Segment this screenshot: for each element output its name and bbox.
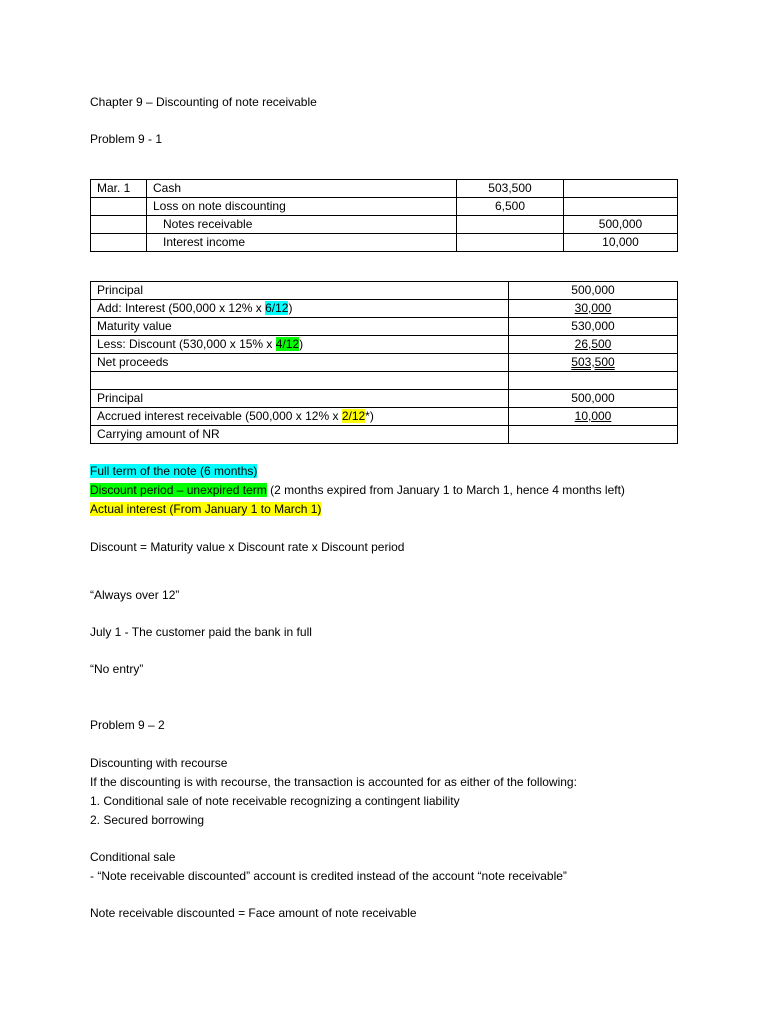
entry-date xyxy=(91,198,147,216)
interest-value: 30,000 xyxy=(574,301,612,315)
carrying-value xyxy=(509,426,678,444)
entry-credit: 10,000 xyxy=(564,234,678,252)
entry-debit: 503,500 xyxy=(457,180,564,198)
table-row xyxy=(91,282,678,300)
note-actual-interest-line xyxy=(90,501,321,517)
recourse-title: Discounting with recourse xyxy=(90,756,228,770)
net-label: Net proceeds xyxy=(91,354,509,372)
discount-formula-post: ) xyxy=(299,337,304,351)
interest-label: Add: Interest xyxy=(97,301,166,315)
entry-date xyxy=(91,234,147,252)
table-row xyxy=(91,318,678,336)
chapter-heading: Chapter 9 – Discounting of note receivable xyxy=(90,95,317,109)
interest-formula-post: ) xyxy=(288,301,293,315)
principal-value: 500,000 xyxy=(509,282,678,300)
table-row xyxy=(91,198,678,216)
principal2-label: Principal xyxy=(91,390,509,408)
conditional-text: - “Note receivable discounted” account is credited instead of the account “note receivable” xyxy=(90,869,567,883)
always-note: “Always over 12” xyxy=(90,588,180,602)
table-row xyxy=(91,390,678,408)
note-discount-period: Discount period – unexpired term xyxy=(90,483,267,497)
entry-account: Notes receivable xyxy=(147,216,457,234)
entry-account: Loss on note discounting xyxy=(147,198,457,216)
principal-label: Principal xyxy=(91,282,509,300)
entry-credit: 500,000 xyxy=(564,216,678,234)
conditional-formula: Note receivable discounted = Face amount of note receivable xyxy=(90,906,417,920)
computation-table xyxy=(90,281,678,444)
table-row xyxy=(91,336,678,354)
interest-fraction: 6/12 xyxy=(265,301,289,315)
discount-value-cell xyxy=(509,336,678,354)
discount-label: Less: Discount xyxy=(97,337,176,351)
entry-debit xyxy=(457,234,564,252)
problem-2-title: Problem 9 – 2 xyxy=(90,718,165,732)
table-row xyxy=(91,180,678,198)
journal-entry-table xyxy=(90,179,678,252)
principal2-value: 500,000 xyxy=(509,390,678,408)
interest-value-cell xyxy=(509,300,678,318)
maturity-label: Maturity value xyxy=(91,318,509,336)
problem-1-title: Problem 9 - 1 xyxy=(90,132,163,146)
accrued-value-cell xyxy=(509,408,678,426)
note-full-term-line xyxy=(90,463,257,479)
accrued-cell xyxy=(91,408,509,426)
entry-credit xyxy=(564,198,678,216)
entry-credit xyxy=(564,180,678,198)
accrued-label-post: *) xyxy=(365,409,374,423)
entry-date xyxy=(91,216,147,234)
table-row xyxy=(91,300,678,318)
entry-debit xyxy=(457,216,564,234)
note-discount-period-line xyxy=(90,482,625,498)
accrued-value: 10,000 xyxy=(574,409,612,423)
entry-account: Interest income xyxy=(147,234,457,252)
entry-debit: 6,500 xyxy=(457,198,564,216)
entry-account: Cash xyxy=(147,180,457,198)
table-row xyxy=(91,372,678,390)
discount-formula: Discount = Maturity value x Discount rate x Discount period xyxy=(90,540,405,554)
blank-cell xyxy=(509,372,678,390)
interest-cell xyxy=(91,300,509,318)
net-value-cell xyxy=(509,354,678,372)
conditional-title: Conditional sale xyxy=(90,850,176,864)
note-actual-interest: Actual interest (From January 1 to March 1) xyxy=(90,502,322,516)
discount-cell xyxy=(91,336,509,354)
entry-date: Mar. 1 xyxy=(91,180,147,198)
table-row xyxy=(91,408,678,426)
carrying-label: Carrying amount of NR xyxy=(91,426,509,444)
table-row xyxy=(91,216,678,234)
no-entry-note: “No entry” xyxy=(90,662,144,676)
discount-value: 26,500 xyxy=(574,337,612,351)
recourse-item-2: 2. Secured borrowing xyxy=(90,813,205,827)
july-note: July 1 - The customer paid the bank in full xyxy=(90,625,312,639)
recourse-intro: If the discounting is with recourse, the transaction is accounted for as either of the following: xyxy=(90,775,577,789)
accrued-fraction: 2/12 xyxy=(341,409,366,423)
table-row xyxy=(91,426,678,444)
blank-cell xyxy=(91,372,509,390)
accrued-label-pre: Accrued interest receivable (500,000 x 12% x xyxy=(97,409,342,423)
table-row xyxy=(91,234,678,252)
discount-fraction: 4/12 xyxy=(275,337,300,351)
table-row xyxy=(91,354,678,372)
note-full-term: Full term of the note (6 months) xyxy=(90,464,258,478)
discount-formula-pre: (530,000 x 15% x xyxy=(175,337,276,351)
maturity-value: 530,000 xyxy=(509,318,678,336)
net-value: 503,500 xyxy=(571,355,615,369)
interest-formula-pre: (500,000 x 12% x xyxy=(165,301,266,315)
recourse-item-1: 1. Conditional sale of note receivable recognizing a contingent liability xyxy=(90,794,460,808)
note-discount-period-detail: (2 months expired from January 1 to March 1, hence 4 months left) xyxy=(266,483,625,497)
